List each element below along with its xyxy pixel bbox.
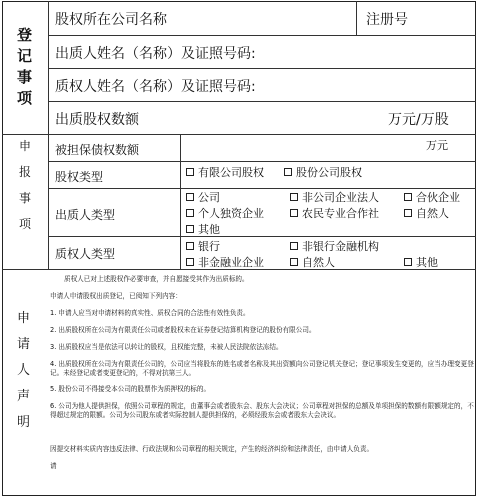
declaration-paragraph: 2. 出质股权所在公司为有限责任公司或者股权未在证券登记结算机构登记的股份有限公司。 bbox=[50, 326, 316, 334]
checkbox-pledgee-other[interactable]: 其他 bbox=[404, 254, 438, 270]
declaration-paragraph: 6. 公司为他人提供担保，依照公司章程的规定，由董事会或者股东会、股东大会决议；公司章程对担保的总额及单项担保的数额有限额规定的，不得超过规定的限额。公司为公司股东或者实际控制人提供担保的，必须经股东会或者股东大会决议。 bbox=[50, 402, 474, 420]
checkbox-square[interactable] bbox=[290, 209, 298, 217]
checkbox-pledgor-natural-person[interactable]: 自然人 bbox=[404, 205, 449, 221]
equity-type-label: 股权类型 bbox=[55, 170, 104, 184]
checkbox-pledgee-non-financial-enterprise[interactable]: 非金融业企业 bbox=[186, 254, 264, 270]
checkbox-square[interactable] bbox=[290, 258, 298, 266]
pledgor-name-id-label: 出质人姓名（名称）及证照号码: bbox=[55, 46, 256, 62]
checkbox-square[interactable] bbox=[186, 258, 194, 266]
pledgee-name-id-label: 质权人姓名（名称）及证照号码: bbox=[55, 79, 256, 95]
pledgee-type-label: 质权人类型 bbox=[55, 247, 116, 261]
checkbox-square[interactable] bbox=[186, 193, 194, 201]
checkbox-square[interactable] bbox=[290, 242, 298, 250]
declaration-paragraph: 申请人申请股权出质登记，已阅知下列内容： bbox=[50, 292, 182, 300]
declaration-paragraph: 质权人已对上述股权作必要审查，并自愿接受其作为出质标的。 bbox=[64, 275, 249, 283]
checkbox-square[interactable] bbox=[186, 242, 194, 250]
checkbox-pledgor-farmer-cooperative[interactable]: 农民专业合作社 bbox=[290, 205, 379, 221]
declaration-paragraph: 3. 出质股权应当是依法可以转让的股权，且权能完整，未被人民法院依法冻结。 bbox=[50, 343, 283, 351]
section-label-application: 申 报 事 项 bbox=[19, 139, 32, 231]
declaration-paragraph: 请 bbox=[50, 462, 57, 470]
checkbox-square[interactable] bbox=[404, 258, 412, 266]
checkbox-square[interactable] bbox=[186, 225, 194, 233]
declaration-paragraph: 因提交材料实质内容违反法律、行政法规和公司章程的相关规定，产生的经济纠纷和法律责任，由申请人负责。 bbox=[50, 445, 374, 453]
divider bbox=[2, 134, 476, 135]
section-label-registration: 登 记 事 项 bbox=[17, 26, 33, 107]
divider bbox=[48, 1, 49, 269]
checkbox-pledgor-other[interactable]: 其他 bbox=[186, 221, 220, 237]
divider bbox=[180, 134, 181, 269]
checkbox-pledgor-sole-proprietorship[interactable]: 个人独资企业 bbox=[186, 205, 264, 221]
checkbox-square[interactable] bbox=[284, 168, 292, 176]
pledgor-type-label: 出质人类型 bbox=[55, 208, 116, 222]
checkbox-limited-company-equity[interactable]: 有限公司股权 bbox=[186, 164, 264, 180]
divider bbox=[48, 101, 476, 102]
checkbox-square[interactable] bbox=[404, 193, 412, 201]
checkbox-square[interactable] bbox=[186, 168, 194, 176]
checkbox-pledgor-non-company-legal-person[interactable]: 非公司企业法人 bbox=[290, 189, 379, 205]
pledged-equity-amount-label: 出质股权数额 bbox=[55, 112, 139, 128]
checkbox-pledgee-bank[interactable]: 银行 bbox=[186, 238, 220, 254]
declaration-paragraph: 1. 申请人应当对申请材料的真实性、质权合同的合法性有效性负责。 bbox=[50, 309, 250, 317]
divider bbox=[356, 1, 357, 35]
registration-number-label: 注册号 bbox=[366, 12, 408, 28]
checkbox-pledgee-non-bank-financial[interactable]: 非银行金融机构 bbox=[290, 238, 379, 254]
declaration-paragraph: 5. 股份公司不得接受本公司的股票作为质押权的标的。 bbox=[50, 385, 211, 393]
pledged-amount-unit: 万元/万股 bbox=[388, 112, 449, 128]
section-label-declaration: 申 请 人 声 明 bbox=[17, 311, 31, 430]
checkbox-joint-stock-equity[interactable]: 股份公司股权 bbox=[284, 164, 362, 180]
divider bbox=[48, 236, 476, 237]
checkbox-square[interactable] bbox=[186, 209, 194, 217]
divider bbox=[48, 35, 476, 36]
company-name-label: 股权所在公司名称 bbox=[55, 12, 167, 28]
guaranteed-debt-unit: 万元 bbox=[426, 139, 448, 152]
declaration-paragraph: 4. 出质股权所在公司为有限责任公司的，公司应当将股东的姓名或者名称及其出资额向公司登记机关登记；登记事项发生变更的，应当办理变更登记。未经登记或者变更登记的，不得对抗第三人。 bbox=[50, 360, 474, 378]
divider bbox=[48, 68, 476, 69]
checkbox-pledgor-partnership[interactable]: 合伙企业 bbox=[404, 189, 460, 205]
checkbox-pledgee-natural-person[interactable]: 自然人 bbox=[290, 254, 335, 270]
checkbox-pledgor-company[interactable]: 公司 bbox=[186, 189, 220, 205]
checkbox-square[interactable] bbox=[290, 193, 298, 201]
divider bbox=[48, 161, 476, 162]
guaranteed-debt-label: 被担保债权数额 bbox=[55, 143, 140, 157]
checkbox-square[interactable] bbox=[404, 209, 412, 217]
